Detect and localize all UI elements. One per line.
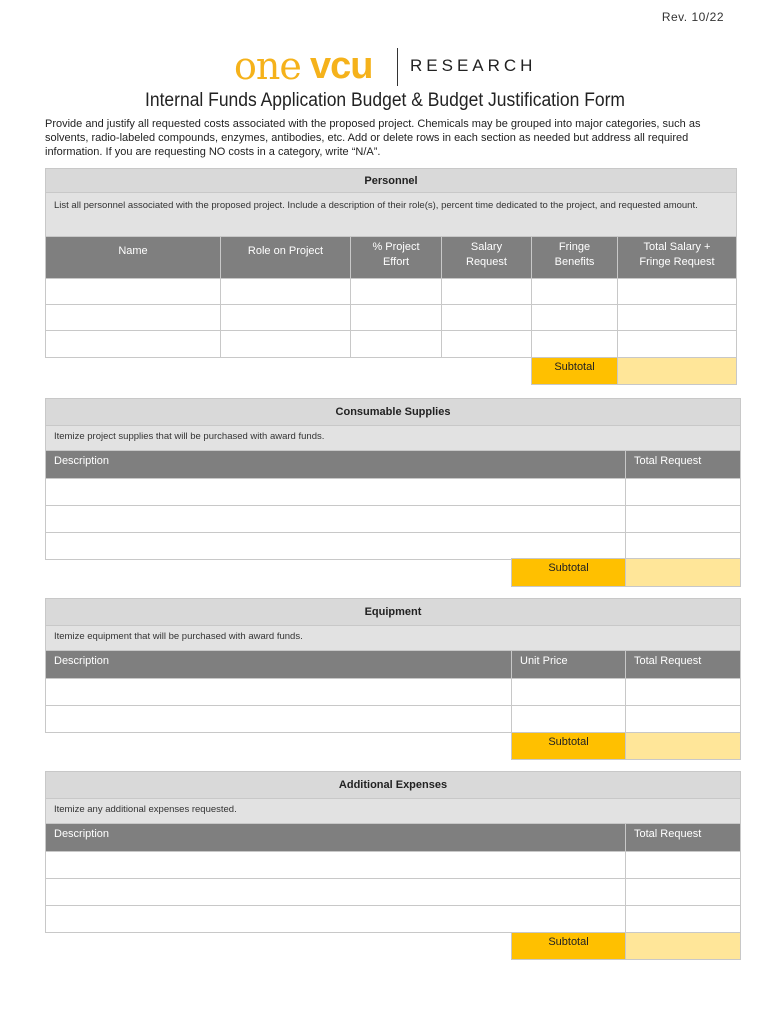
table-row — [46, 906, 741, 933]
additional-heading: Additional Expenses — [46, 772, 741, 799]
onevcu-research-logo — [234, 44, 544, 88]
logo-one-text: one — [234, 44, 301, 88]
additional-table — [45, 771, 741, 933]
equipment-cell[interactable] — [512, 706, 626, 733]
consumables-table — [45, 398, 741, 560]
personnel-cell[interactable] — [532, 279, 618, 305]
additional-cell[interactable] — [626, 852, 741, 879]
additional-col-description: Description — [46, 824, 626, 852]
additional-cell[interactable] — [626, 879, 741, 906]
form-title: Internal Funds Application Budget & Budget Justification Form — [144, 90, 626, 111]
consumables-col-description: Description — [46, 451, 626, 479]
consumables-description: Itemize project supplies that will be purchased with award funds. — [46, 426, 741, 451]
personnel-cell[interactable] — [46, 279, 221, 305]
personnel-cell[interactable] — [351, 279, 442, 305]
equipment-subtotal-label: Subtotal — [512, 733, 626, 760]
consumables-subtotal-field[interactable] — [626, 559, 741, 587]
personnel-col-effort: % Project Effort — [351, 237, 442, 279]
consumables-cell[interactable] — [626, 533, 741, 560]
table-row — [46, 479, 741, 506]
logo-divider — [397, 48, 398, 86]
additional-cell[interactable] — [46, 906, 626, 933]
table-row — [46, 679, 741, 706]
personnel-cell[interactable] — [351, 305, 442, 331]
personnel-cell[interactable] — [46, 305, 221, 331]
table-row — [46, 506, 741, 533]
personnel-cell[interactable] — [46, 331, 221, 358]
table-row — [46, 852, 741, 879]
consumables-heading: Consumable Supplies — [46, 399, 741, 426]
personnel-col-total: Total Salary + Fringe Request — [618, 237, 737, 279]
equipment-col-description: Description — [46, 651, 512, 679]
additional-subtotal-field[interactable] — [626, 933, 741, 960]
personnel-cell[interactable] — [221, 305, 351, 331]
table-row — [46, 331, 737, 358]
personnel-cell[interactable] — [532, 331, 618, 358]
consumables-cell[interactable] — [46, 506, 626, 533]
form-intro: Provide and justify all requested costs associated with the proposed project. Chemicals may be grouped into major categories, such as solvents, radio-labeled compounds, enzymes, antibodies, etc. Add or delete rows in each section as needed but address all required information. If you are requesting NO costs in a category, write “N/A”. — [45, 118, 701, 158]
table-row — [46, 706, 741, 733]
equipment-subtotal-field[interactable] — [626, 733, 741, 760]
personnel-cell[interactable] — [221, 279, 351, 305]
personnel-col-salary: Salary Request — [442, 237, 532, 279]
equipment-cell[interactable] — [626, 679, 741, 706]
personnel-subtotal-label: Subtotal — [532, 358, 618, 385]
revision-label: Rev. 10/22 — [661, 10, 724, 24]
personnel-cell[interactable] — [351, 331, 442, 358]
logo-research-text: RESEARCH — [410, 56, 537, 75]
consumables-subtotal — [511, 558, 741, 587]
consumables-col-total: Total Request — [626, 451, 741, 479]
additional-subtotal-label: Subtotal — [512, 933, 626, 960]
equipment-cell[interactable] — [512, 679, 626, 706]
personnel-cell[interactable] — [618, 305, 737, 331]
equipment-table — [45, 598, 741, 733]
additional-cell[interactable] — [626, 906, 741, 933]
personnel-heading: Personnel — [46, 169, 737, 193]
personnel-cell[interactable] — [442, 279, 532, 305]
consumables-cell[interactable] — [46, 479, 626, 506]
personnel-cell[interactable] — [221, 331, 351, 358]
consumables-cell[interactable] — [626, 479, 741, 506]
table-row — [46, 879, 741, 906]
personnel-cell[interactable] — [618, 331, 737, 358]
additional-subtotal — [511, 932, 741, 960]
consumables-cell[interactable] — [626, 506, 741, 533]
equipment-cell[interactable] — [626, 706, 741, 733]
personnel-col-fringe: Fringe Benefits — [532, 237, 618, 279]
equipment-col-total: Total Request — [626, 651, 741, 679]
equipment-cell[interactable] — [46, 706, 512, 733]
table-row — [46, 279, 737, 305]
equipment-heading: Equipment — [46, 599, 741, 626]
additional-cell[interactable] — [46, 879, 626, 906]
equipment-description: Itemize equipment that will be purchased with award funds. — [46, 626, 741, 651]
personnel-cell[interactable] — [442, 305, 532, 331]
personnel-subtotal-field[interactable] — [618, 358, 737, 385]
additional-cell[interactable] — [46, 852, 626, 879]
personnel-table — [45, 168, 737, 385]
personnel-cell[interactable] — [532, 305, 618, 331]
equipment-col-unit-price: Unit Price — [512, 651, 626, 679]
equipment-cell[interactable] — [46, 679, 512, 706]
logo-vcu-text: vcu — [310, 45, 373, 87]
personnel-cell[interactable] — [442, 331, 532, 358]
personnel-description: List all personnel associated with the proposed project. Include a description of their role(s), percent time dedicated to the project, and requested amount. — [46, 193, 737, 237]
additional-description: Itemize any additional expenses requested. — [46, 799, 741, 824]
table-row — [46, 533, 741, 560]
table-row — [46, 305, 737, 331]
consumables-subtotal-label: Subtotal — [512, 559, 626, 587]
additional-col-total: Total Request — [626, 824, 741, 852]
personnel-col-role: Role on Project — [221, 237, 351, 279]
equipment-subtotal — [511, 732, 741, 760]
personnel-cell[interactable] — [618, 279, 737, 305]
personnel-col-name: Name — [46, 237, 221, 279]
consumables-cell[interactable] — [46, 533, 626, 560]
